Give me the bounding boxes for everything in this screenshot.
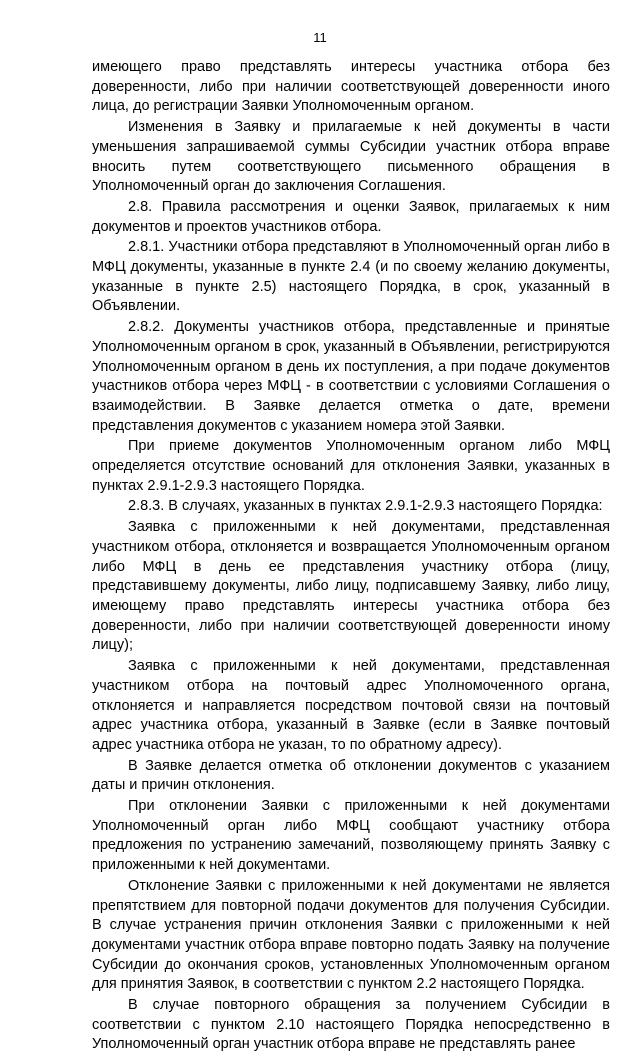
paragraph-section-2-8-1: 2.8.1. Участники отбора представляют в Уполномоченный орган либо в МФЦ документы, указанные в пункте 2.4 (и по своему желанию документы, указанные в пункте 2.5) настоящего Порядка, в срок, указанный в Объявлении. [92, 239, 610, 315]
page-number: 11 [313, 30, 327, 45]
document-body [92, 58, 610, 1056]
paragraph-rejection-proposals: При отклонении Заявки с приложенными к ней документами Уполномоченный орган либо МФЦ сообщают участнику отбора предложения по устранению замечаний, позволяющему принять Заявку с приложенными к ней документами. [92, 798, 610, 874]
paragraph-rejection-mark: В Заявке делается отметка об отклонении документов с указанием даты и причин отклонения. [92, 757, 610, 794]
paragraph-section-2-8-2: 2.8.2. Документы участников отбора, представленные и принятые Уполномоченным органом в срок, указанный в Объявлении, регистрируются Уполномоченным органом в день их поступления, а при подаче документов участников отбора через МФЦ - в соответствии с условиями Соглашения о взаимодействии. В Заявке делается отметка о дате, времени представления документов с указанием номера этой Заявки. [92, 319, 610, 434]
paragraph-section-2-8-3: 2.8.3. В случаях, указанных в пунктах 2.9.1-2.9.3 настоящего Порядка: [128, 498, 603, 515]
paragraph-amendments: Изменения в Заявку и прилагаемые к ней документы в части уменьшения запрашиваемой суммы Субсидии участник отбора вправе вносить путем соответствующего письменного обращения в Уполномоченный орган до заключения Соглашения. [92, 119, 610, 195]
paragraph-section-2-8: 2.8. Правила рассмотрения и оценки Заявок, прилагаемых к ним документов и проектов участников отбора. [92, 198, 610, 235]
paragraph-acceptance: При приеме документов Уполномоченным органом либо МФЦ определяется отсутствие оснований для отклонения Заявки, указанных в пунктах 2.9.1-2.9.3 настоящего Порядка. [92, 438, 610, 494]
paragraph-repeat-request: В случае повторного обращения за получением Субсидии в соответствии с пунктом 2.10 настоящего Порядка непосредственно в Уполномоченный орган участник отбора вправе не представлять ранее [92, 997, 610, 1053]
paragraph-continuation: имеющего право представлять интересы участника отбора без доверенности, либо при наличии соответствующей доверенности иного лица, до регистрации Заявки Уполномоченным органом. [92, 59, 610, 115]
paragraph-resubmission: Отклонение Заявки с приложенными к ней документами не является препятствием для повторной подачи документов для получения Субсидии. В случае устранения причин отклонения Заявки с приложенными к ней документами участник отбора вправе повторно подать Заявку на получение Субсидии до окончания сроков, установленных Уполномоченным органом для принятия Заявок, в соответствии с пунктом 2.2 настоящего Порядка. [92, 877, 610, 993]
paragraph-rejection-in-person: Заявка с приложенными к ней документами, представленная участником отбора, отклоняется и возвращается Уполномоченным органом либо МФЦ в день ее представления участнику отбора (лицу, представившему документы, либо лицу, подписавшему Заявку, либо лицу, имеющему право представлять интересы участника отбора без доверенности, либо при наличии соответствующей доверенности иному лицу); [92, 519, 610, 654]
paragraph-rejection-by-post: Заявка с приложенными к ней документами, представленная участником отбора на почтовый адрес Уполномоченного органа, отклоняется и направляется посредством почтовой связи на почтовый адрес участника отбора, указанный в Заявке (если в Заявке почтовый адрес участника отбора не указан, то по обратному адресу). [92, 658, 610, 753]
